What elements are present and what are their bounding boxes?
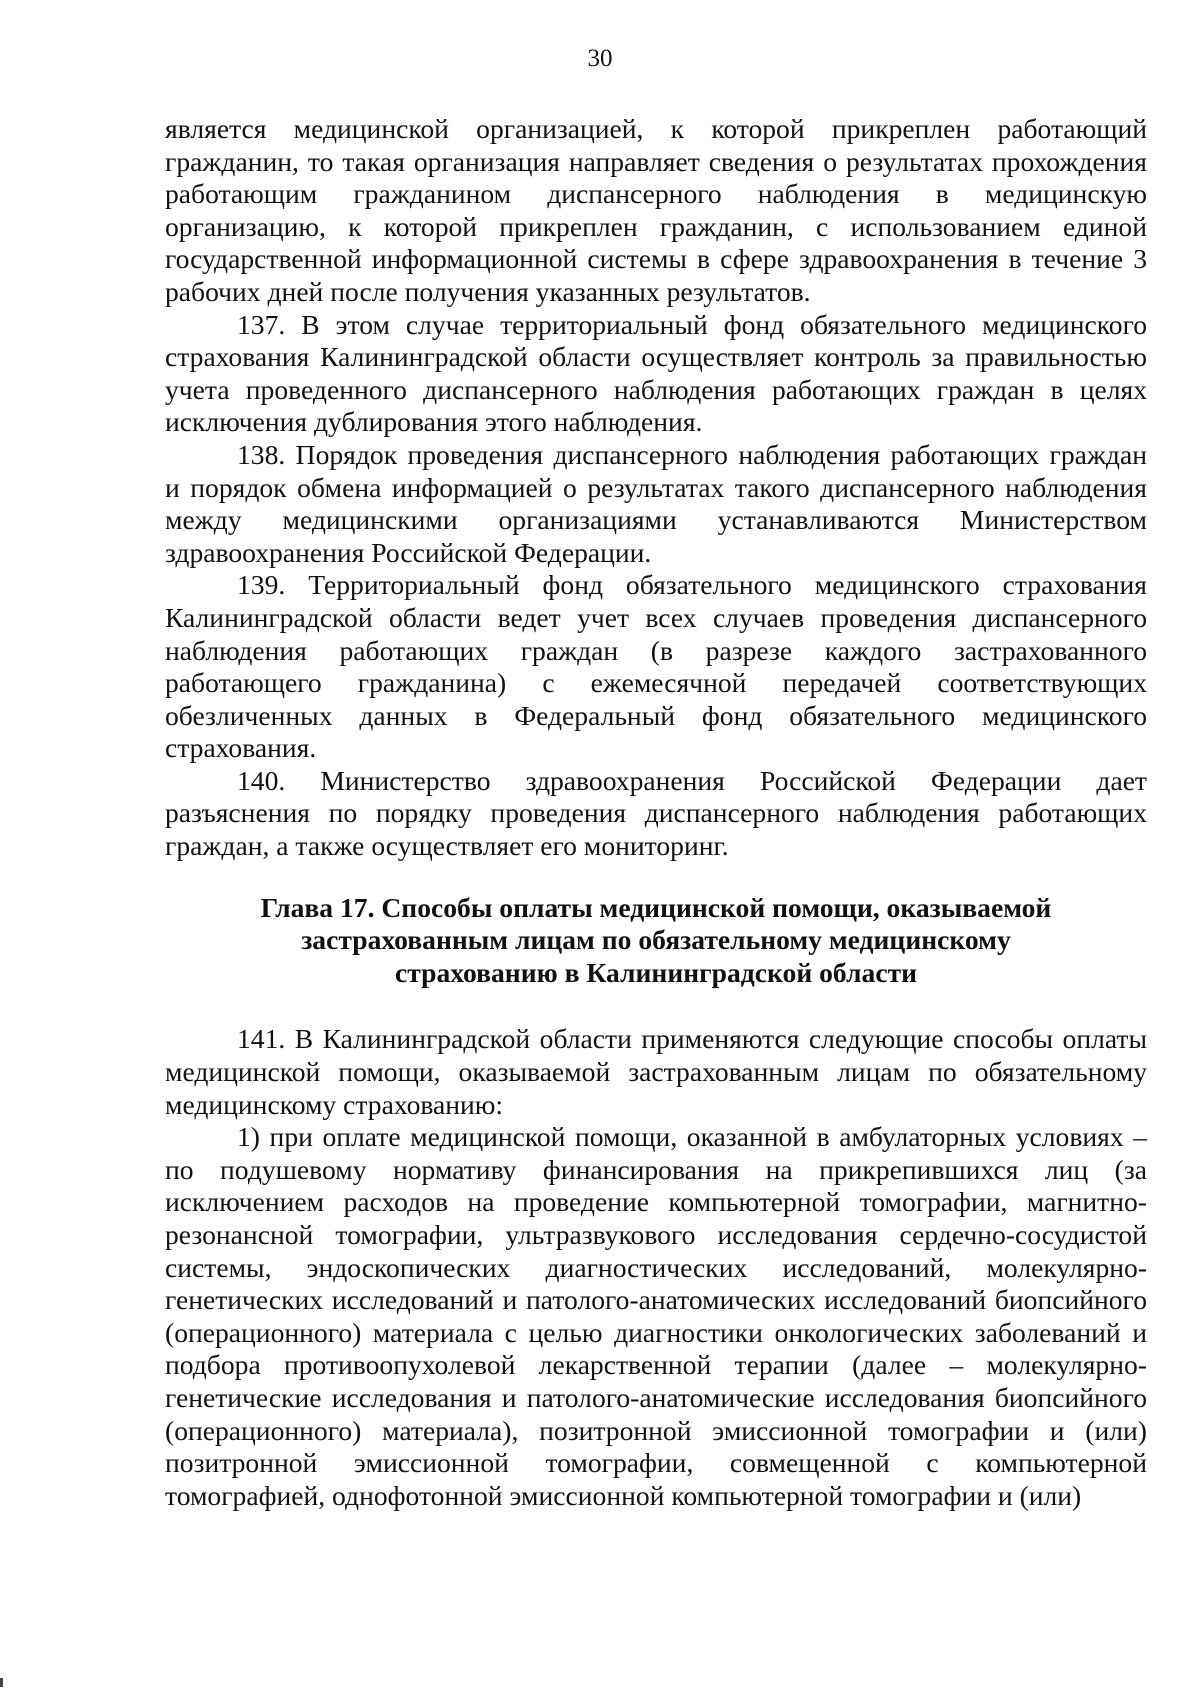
chapter-heading-line-2: застрахованным лицам по обязательному медицинскому xyxy=(301,924,1011,956)
scan-edge-mark xyxy=(0,1678,3,1687)
paragraph-137: 137. В этом случае территориальный фонд обязательного медицинского страхования Калининградской области осуществляет контроль за правильностью учета проведенного диспансерного наблюдения работающих граждан в целях исключения дублирования этого наблюдения. xyxy=(165,308,1147,438)
chapter-heading xyxy=(165,892,1147,990)
paragraph-138: 138. Порядок проведения диспансерного наблюдения работающих граждан и порядок обмена информацией о результатах такого диспансерного наблюдения между медицинскими организациями устанавливаются Министерством здравоохранения Российской Федерации. xyxy=(165,438,1147,568)
chapter-heading-line-3: страхованию в Калининградской области xyxy=(394,956,918,988)
paragraph-139: 139. Территориальный фонд обязательного медицинского страхования Калининградской области ведет учет всех случаев проведения диспансерного наблюдения работающих граждан (в разрезе каждого застрахованного работающего гражданина) с ежемесячной передачей соответствующих обезличенных данных в Федеральный фонд обязательного медицинского страхования. xyxy=(165,569,1147,764)
page-number: 30 xyxy=(587,45,613,72)
paragraph-140: 140. Министерство здравоохранения Российской Федерации дает разъяснения по порядку проведения диспансерного наблюдения работающих граждан, а также осуществляет его мониторинг. xyxy=(165,764,1147,862)
chapter-heading-line-1: Глава 17. Способы оплаты медицинской помощи, оказываемой xyxy=(260,891,1052,923)
paragraph-141-item-1: 1) при оплате медицинской помощи, оказанной в амбулаторных условиях – по подушевому нормативу финансирования на прикрепившихся лиц (за исключением расходов на проведение компьютерной томографии, магнитно-резонансной томографии, ультразвукового исследования сердечно-сосудистой системы, эндоскопических диагностических исследований, молекулярно-генетических исследований и патолого-анатомических исследований биопсийного (операционного) материала с целью диагностики онкологических заболеваний и подбора противоопухолевой лекарственной терапии (далее – молекулярно-генетические исследования и патолого-анатомические исследования биопсийного (операционного) материала), позитронной эмиссионной томографии и (или) позитронной эмиссионной томографии, совмещенной с компьютерной томографией, однофотонной эмиссионной компьютерной томографии и (или) xyxy=(165,1121,1147,1511)
page-body xyxy=(165,113,1147,1512)
paragraph-141: 141. В Калининградской области применяются следующие способы оплаты медицинской помощи, оказываемой застрахованным лицам по обязательному медицинскому страхованию: xyxy=(165,1023,1147,1120)
paragraph-continuation: является медицинской организацией, к которой прикреплен работающий гражданин, то такая организация направляет сведения о результатах прохождения работающим гражданином диспансерного наблюдения в медицинскую организацию, к которой прикреплен гражданин, с использованием единой государственной информационной системы в сфере здравоохранения в течение 3 рабочих дней после получения указанных результатов. xyxy=(165,113,1147,307)
